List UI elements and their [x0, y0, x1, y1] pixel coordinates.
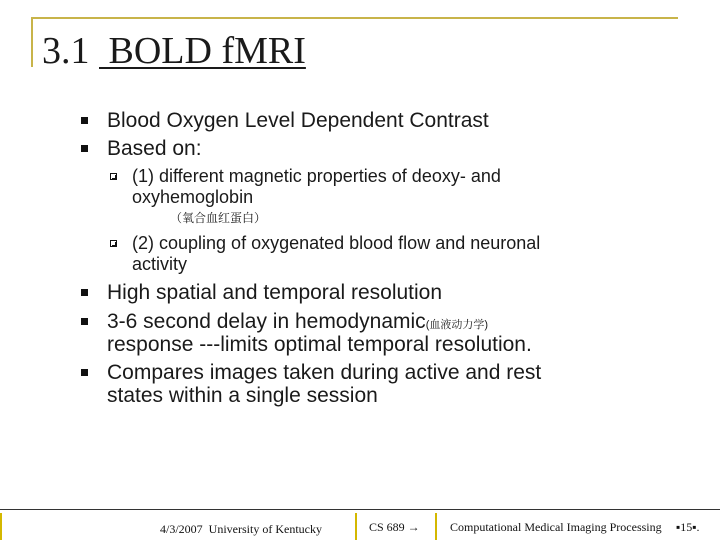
bullet-square-icon — [81, 369, 88, 376]
footer-org: University of Kentucky — [208, 522, 322, 536]
title-prefix: 3.1 — [42, 30, 99, 72]
sub-bullet-checkbox-icon — [110, 240, 117, 247]
sub-bullet-line2: oxyhemoglobin — [132, 187, 254, 207]
bullet-text: Based on: — [107, 137, 202, 160]
title-main: BOLD fMRI — [99, 30, 306, 72]
sub-bullet-note: （氧合血红蛋白） — [170, 211, 267, 225]
sub-bullet-line1: (2) coupling of oxygenated blood flow and neuronal — [132, 233, 541, 253]
sub-bullet-line2: activity — [132, 254, 188, 274]
footer-segment — [0, 513, 102, 540]
bullet-square-icon — [81, 145, 88, 152]
footer-course: CS 689 → — [369, 520, 420, 534]
title-frame-left — [31, 17, 33, 67]
title-frame-top — [31, 17, 678, 19]
bullet-text-line2: states within a single session — [107, 384, 378, 407]
footer-date-org — [160, 522, 322, 536]
bullet-text: Blood Oxygen Level Dependent Contrast — [107, 109, 489, 132]
bullet-square-icon — [81, 318, 88, 325]
bullet-text: High spatial and temporal resolution — [107, 281, 443, 304]
sub-bullet-line1: (1) different magnetic properties of deoxy- and — [132, 166, 501, 186]
footer-page-number: ▪15▪. — [676, 520, 700, 534]
bullet-text-line1: Compares images taken during active and rest — [107, 361, 542, 384]
footer-date: 4/3/2007 — [160, 522, 203, 536]
bullet-text-line2: response ---limits optimal temporal resolution. — [107, 333, 532, 356]
bullet-square-icon — [81, 117, 88, 124]
sub-bullet-checkbox-icon — [110, 173, 117, 180]
footer-divider — [0, 509, 720, 510]
footer-course-name: Computational Medical Imaging Processing — [450, 520, 662, 534]
slide-title — [42, 28, 306, 74]
bullet-text-note: (血液动力学) — [425, 319, 489, 331]
bullet-text-main: 3-6 second delay in hemodynamic — [107, 310, 426, 333]
bullet-square-icon — [81, 289, 88, 296]
